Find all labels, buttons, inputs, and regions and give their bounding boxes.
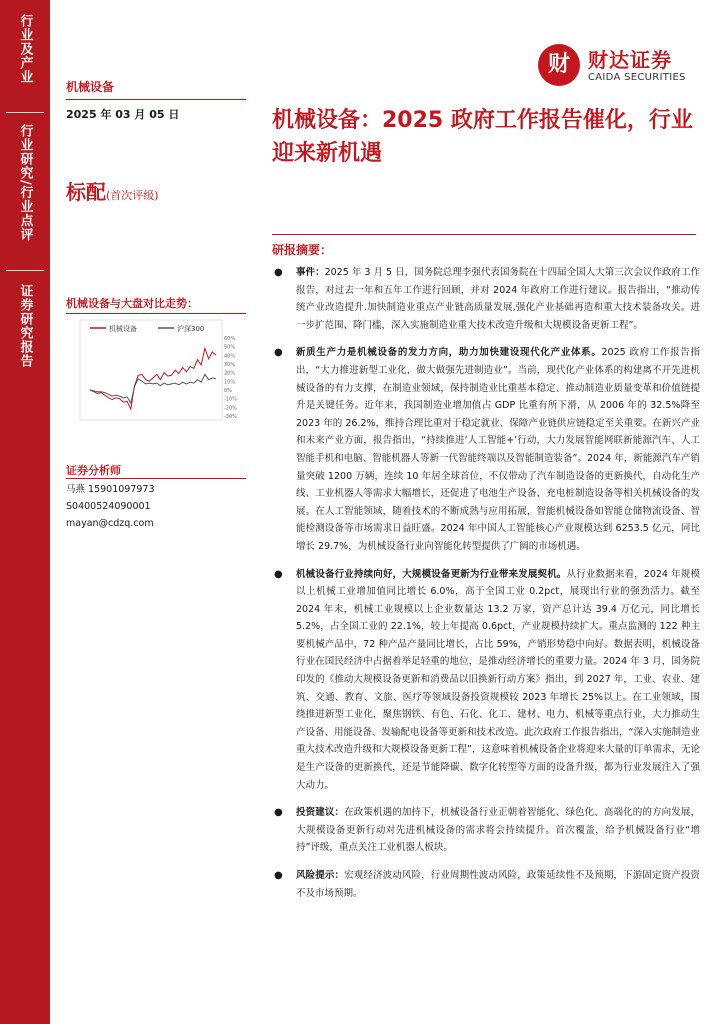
series-line-industry bbox=[90, 348, 216, 409]
bullet-text: 从行业数据来看，2024 年规模以上机械工业增加值同比增长 6.0%，高于全国工业 0.2pct，展现出行业的强劲活力。截至 2024 年末，机械工业规模以上企业数量达 13.2 万家，资产总计达 39.4 万亿元，同比增长 5.2%，占全国工业的 22.1%，较上年提高 0.6pct，产业规模持续扩大。重点监测的 122 种主要机械产品中，72 种产品产量同比增长，占比 59%，产销形势稳中向好。数据表明，机械设备行业在国民经济中占据着举足轻重的地位，是推动经济增长的重要力量。2024 年 3 月，国务院印发的《推动大规模设备更新和消费品以旧换新行动方案》指出，到 2027 年，工业、农业、建筑、交通、教育、文旅、医疗等领域设备投资规模较 2023 年增长 25%以上。在工业领域，围绕推进新型工业化，聚焦钢铁、有色、石化、化工、建材、电力、机械等重点行业，大力推动生产设备、用能设备、发输配电设备等更新和技术改造。此次政府工作报告指出，“深入实施制造业重大技术改造升级和大规模设备更新工程”，这意味着机械设备企业将迎来大量的订单需求，无论是生产设备的更新换代，还是节能降碳、数字化转型等方面的设备升级，都为行业发展注入了强大动力。 bbox=[296, 568, 700, 791]
analyst-name-phone: 马燕 15901097973 bbox=[66, 484, 155, 495]
sidebar-label: 证券研究报告 bbox=[17, 284, 33, 368]
bullet-lead: 事件： bbox=[296, 267, 325, 278]
series-line-index bbox=[90, 374, 216, 403]
report-meta bbox=[66, 78, 246, 122]
bullet-icon: ● bbox=[274, 267, 283, 278]
y-tick-label: 50% bbox=[224, 344, 236, 351]
rating-note: (首次评级) bbox=[106, 189, 159, 202]
report-date: 2025 年 03 月 05 日 bbox=[66, 108, 180, 121]
y-tick-label: -20% bbox=[224, 405, 237, 412]
logo-name-cn: 财达证券 bbox=[588, 48, 672, 72]
company-logo bbox=[538, 42, 698, 92]
sidebar bbox=[0, 0, 50, 1024]
analyst-info bbox=[66, 481, 155, 532]
bullet-lead: 风险提示： bbox=[296, 870, 345, 881]
abstract-title: 研报摘要： bbox=[272, 243, 333, 257]
rating-block bbox=[66, 176, 159, 205]
bullet-lead: 投资建议： bbox=[296, 807, 345, 819]
bullet-text: 2025 政府工作报告指出，“大力推进新型工业化，做大做强先进制造业”。当前，现代化产业体系的构建离不开先进机械设备的有力支撑，在制造业领域，保持制造业比重基本稳定、推动制造业质量变革和价值链提升是关键任务。近年来，我国制造业增加值占 GDP 比重有所下滑，从 2006 年的 32.5%降至 2023 年的 26.2%，维持合理比重对于稳定就业、保障产业链供应链稳定至关重要。在新兴产业和未来产业方面，报告指出，“持续推进‘人工智能+’行动，大力发展智能网联新能源汽车、人工智能手机和电脑、智能机器人等新一代智能终端以及智能制造装备”。2024 年，新能源汽车产销量突破 1200 万辆，连续 10 年居全球首位，不仅带动了汽车制造设备的更新换代，自动化生产线、工业机器人等需求大幅增长，还促进了电池生产设备、充电桩制造设备等相关机械设备的发展。在人工智能领域，随着技术的不断成熟与应用拓展，智能机械设备如智能仓储物流设备、智能检测设备等市场需求日益旺盛。2024 年中国人工智能核心产业规模达到 6253.5 亿元，同比增长 29.7%，为机械设备行业向智能化转型提供了广阔的市场机遇。 bbox=[296, 347, 700, 552]
analyst-title: 证券分析师 bbox=[66, 464, 121, 477]
bullet-lead: 新质生产力是机械设备的发力方向，助力加快建设现代化产业体系。 bbox=[296, 347, 602, 359]
bullet-industry-trend bbox=[272, 566, 700, 795]
bullet-icon: ● bbox=[274, 870, 283, 881]
y-tick-label: 30% bbox=[224, 362, 236, 368]
legend-label-industry: 机械设备 bbox=[109, 325, 137, 333]
bullet-productivity bbox=[272, 344, 700, 555]
y-tick-label: 60% bbox=[224, 336, 236, 342]
bullet-risk bbox=[272, 867, 700, 902]
chart-divider bbox=[66, 313, 246, 314]
bullet-event bbox=[272, 264, 700, 334]
analyst-divider bbox=[66, 478, 246, 479]
sidebar-section-research bbox=[0, 124, 50, 242]
chart-series-group bbox=[90, 348, 216, 409]
bullet-text: 2025 年 3 月 5 日，国务院总理李强代表国务院在十四届全国人大第三次会议作政府工作报告，对过去一年和五年工作进行回顾，并对 2024 年政府工作进行建议。报告指出，“推动传统产业改造提升.加快制造业重点产业链高质量发展,强化产业基础再造和重大技术装备攻关。进一步扩范围、降门槛，深入实施制造业重大技术改造升级和大规模设备更新工程”。 bbox=[296, 267, 700, 331]
y-tick-label: -10% bbox=[224, 396, 237, 403]
bullet-icon: ● bbox=[274, 568, 283, 580]
report-title: 机械设备：2025 政府工作报告催化，行业迎来新机遇 bbox=[272, 108, 693, 166]
y-tick-label: 40% bbox=[224, 353, 236, 360]
bullet-lead: 机械设备行业持续向好，大规模设备更新为行业带来发展契机。 bbox=[296, 568, 567, 580]
industry-label: 机械设备 bbox=[66, 80, 115, 94]
y-tick-label: -30% bbox=[224, 414, 237, 420]
sidebar-section-report bbox=[0, 284, 50, 368]
bullet-text: 在政策机遇的加持下，机械设备行业正朝着智能化、绿色化、高端化的的方向发展，大规模设备更新行动对先进机械设备的需求将会持续提升。首次覆盖，给予机械设备行业“增持”评级，重点关注工业机器人板块。 bbox=[296, 807, 700, 854]
title-divider bbox=[272, 234, 696, 235]
logo-mark: 财 bbox=[538, 44, 580, 86]
analyst-email[interactable]: mayan@cdzq.com bbox=[66, 518, 154, 529]
bullet-icon: ● bbox=[274, 347, 283, 359]
bullet-investment bbox=[272, 804, 700, 857]
industry-divider bbox=[66, 99, 246, 100]
sidebar-label: 行业研究/行业点评 bbox=[17, 124, 33, 242]
rating-value: 标配 bbox=[66, 180, 106, 204]
comparison-chart bbox=[66, 318, 246, 428]
chart-title: 机械设备与大盘对比走势： bbox=[66, 297, 198, 310]
abstract-bullets bbox=[272, 264, 700, 912]
y-tick-label: 0% bbox=[224, 388, 232, 394]
sidebar-section-industry bbox=[0, 14, 50, 84]
bullet-icon: ● bbox=[274, 807, 283, 819]
sidebar-divider bbox=[6, 112, 44, 113]
chart-plot-area bbox=[80, 320, 222, 420]
bullet-text: 宏观经济波动风险，行业周期性波动风险，政策延续性不及预期，下游固定资产投资不及市场预期。 bbox=[296, 870, 700, 899]
y-axis-ticks bbox=[224, 336, 237, 420]
y-tick-label: 20% bbox=[224, 370, 236, 377]
legend-label-index: 沪深300 bbox=[177, 325, 205, 333]
logo-name-en: CAIDA SECURITIES bbox=[588, 72, 686, 83]
y-tick-label: 10% bbox=[224, 379, 236, 386]
chart-svg bbox=[66, 318, 246, 428]
sidebar-label: 行业及产业 bbox=[17, 14, 33, 84]
analyst-license: S0400524090001 bbox=[66, 501, 151, 512]
sidebar-divider bbox=[6, 270, 44, 271]
